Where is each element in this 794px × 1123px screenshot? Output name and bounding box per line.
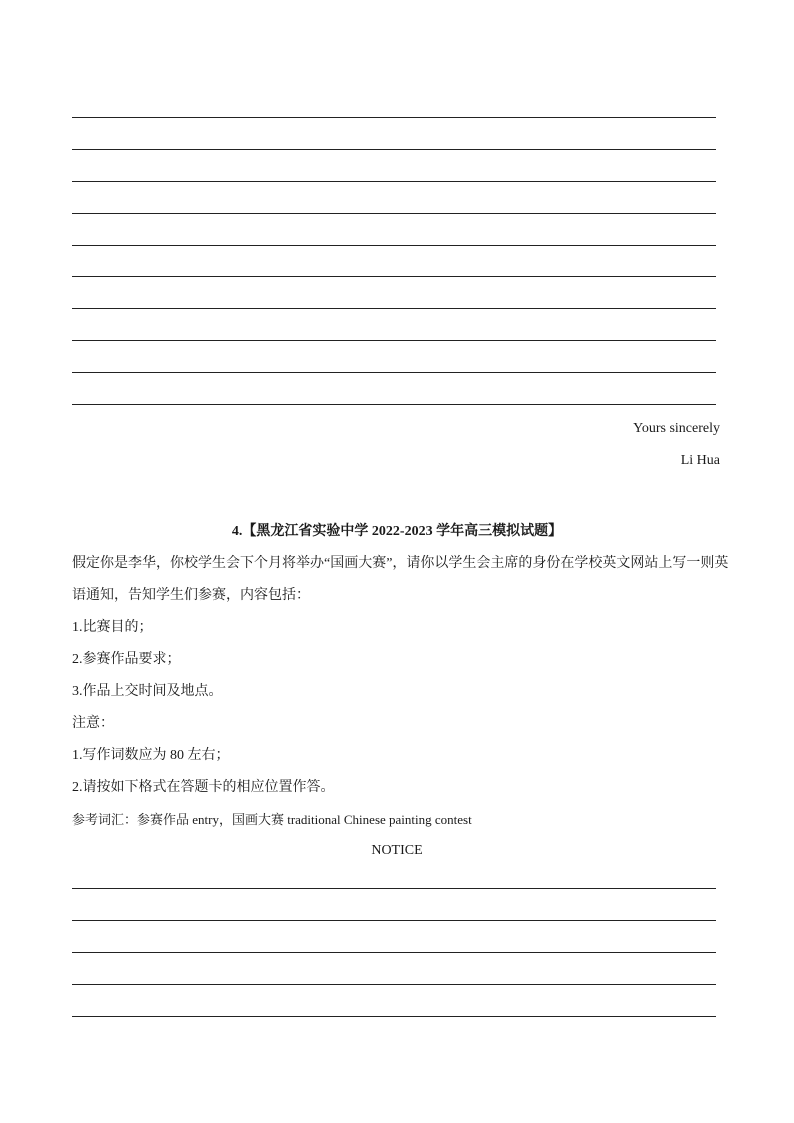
notes-label: 注意： (72, 716, 114, 731)
answer-line (72, 276, 716, 277)
note-2: 2.请按如下格式在答题卡的相应位置作答。 (72, 780, 335, 795)
content-point-2: 2.参赛作品要求； (72, 652, 181, 667)
letter-sign-off: Yours sincerely (633, 421, 720, 436)
answer-line (72, 404, 716, 405)
answer-line (72, 920, 716, 921)
answer-line (72, 1016, 716, 1017)
question-title: 4.【黑龙江省实验中学 2022-2023 学年高三模拟试题】 (231, 524, 563, 539)
notice-heading: NOTICE (371, 843, 423, 858)
letter-signature-name: Li Hua (680, 453, 720, 468)
content-point-3: 3.作品上交时间及地点。 (72, 684, 223, 699)
answer-line (72, 372, 716, 373)
content-point-1: 1.比赛目的； (72, 620, 153, 635)
answer-line (72, 952, 716, 953)
reference-vocabulary: 参考词汇：参赛作品 entry，国画大赛 traditional Chinese painting contest (72, 812, 472, 827)
answer-line (72, 213, 716, 214)
answer-line (72, 340, 716, 341)
question-prompt-line-2: 语通知，告知学生们参赛，内容包括： (72, 588, 310, 603)
answer-line (72, 117, 716, 118)
answer-line (72, 181, 716, 182)
answer-line (72, 308, 716, 309)
note-1: 1.写作词数应为 80 左右； (72, 748, 230, 763)
answer-line (72, 888, 716, 889)
question-prompt-line-1: 假定你是李华，你校学生会下个月将举办“国画大赛”，请你以学生会主席的身份在学校英文网站上写一则英 (72, 556, 729, 571)
answer-line (72, 149, 716, 150)
answer-line (72, 245, 716, 246)
answer-line (72, 984, 716, 985)
